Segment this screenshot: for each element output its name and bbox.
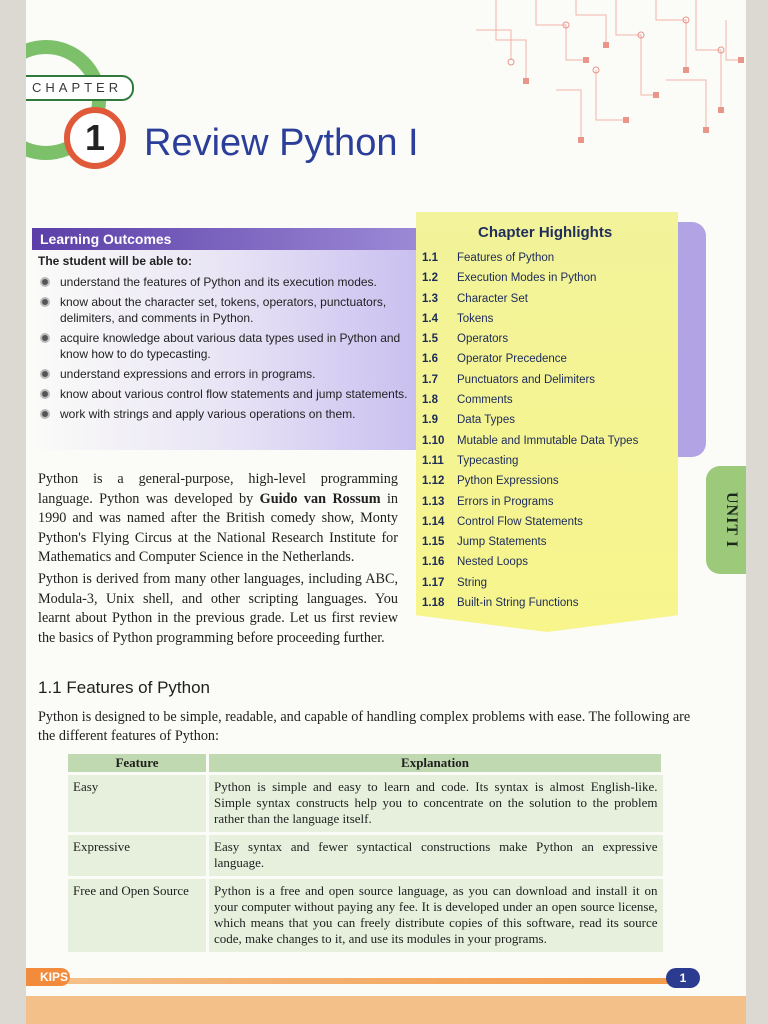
bullet-icon <box>40 409 50 419</box>
list-item: 1.16 Nested Loops <box>422 556 528 569</box>
list-item: 1.2 Execution Modes in Python <box>422 272 597 285</box>
list-item: 1.11 Typecasting <box>422 454 519 467</box>
list-item: know about various control flow statements and jump statements. <box>38 386 408 402</box>
section-intro: Python is designed to be simple, readable, and capable of handling complex problems with ease. The following are the different features of Python: <box>38 709 691 744</box>
feature-cell: Expressive <box>68 834 208 878</box>
list-item: 1.17 String <box>422 576 488 589</box>
section-heading: 1.1 Features of Python <box>38 678 210 697</box>
circuit-decoration <box>456 0 746 150</box>
learning-outcomes-intro: The student will be able to: <box>38 254 193 268</box>
bullet-icon <box>40 333 50 343</box>
list-item: 1.7 Punctuators and Delimiters <box>422 373 596 386</box>
list-item: 1.9 Data Types <box>422 414 515 427</box>
list-item: 1.12 Python Expressions <box>422 475 559 488</box>
list-item: 1.18 Built-in String Functions <box>422 597 579 610</box>
list-item: 1.8 Comments <box>422 394 513 407</box>
chapter-highlights-list <box>422 252 638 617</box>
feature-cell: Easy <box>68 774 208 834</box>
feature-cell: Free and Open Source <box>68 878 208 953</box>
table-row <box>68 878 663 953</box>
developer-name: Guido van Rossum <box>259 490 381 507</box>
intro-paragraph: Python is a general-purpose, high-level programming language. Python was developed by Guido van Rossum in 1990 and was named after the British comedy show, Monty Python's Flying Circus at the National Research Institute for Mathematics and Computer Science in the Netherlands. <box>38 471 398 565</box>
bullet-icon <box>40 297 50 307</box>
learning-outcomes-heading: Learning Outcomes <box>32 228 420 250</box>
footer-bar <box>66 978 686 984</box>
list-item: 1.4 Tokens <box>422 312 494 325</box>
page-number: 1 <box>666 968 700 988</box>
list-item: understand expressions and errors in programs. <box>38 366 408 382</box>
chapter-number: 1 <box>64 107 126 169</box>
list-item: 1.1 Features of Python <box>422 252 555 264</box>
unit-label: UNIT I <box>723 492 740 548</box>
chapter-highlights-title: Chapter Highlights <box>478 224 613 241</box>
explanation-cell: Python is simple and easy to learn and code. Its syntax is almost English-like. Simple syntax constructs help you to concentrate on the solution to the problem rather than the language itself. <box>208 774 663 834</box>
column-header: Explanation <box>208 754 663 774</box>
table-row <box>68 774 663 834</box>
table-row <box>68 834 663 878</box>
column-header: Feature <box>68 754 208 774</box>
learning-outcomes-list <box>38 274 408 426</box>
chapter-title: Review Python I <box>144 122 419 164</box>
highlights-side-tab <box>678 222 706 457</box>
bullet-icon <box>40 389 50 399</box>
bullet-icon <box>40 277 50 287</box>
overview-paragraph: Python is derived from many other languages, including ABC, Modula-3, Unix shell, and other scripting languages. You learnt about Python in the previous grade. Let us first review the basics of Python programming before proceeding further. <box>38 571 398 646</box>
list-item: 1.15 Jump Statements <box>422 536 547 549</box>
list-item: know about the character set, tokens, operators, punctuators, delimiters, and comments in Python. <box>38 294 408 326</box>
list-item: understand the features of Python and its execution modes. <box>38 274 408 290</box>
chapter-label: CHAPTER <box>26 75 134 101</box>
list-item: 1.5 Operators <box>422 333 509 346</box>
publisher-logo: KIPS <box>26 968 70 986</box>
textbook-page <box>26 0 746 1024</box>
list-item: 1.3 Character Set <box>422 292 528 305</box>
explanation-cell: Easy syntax and fewer syntactical constructions make Python an expressive language. <box>208 834 663 878</box>
list-item: 1.14 Control Flow Statements <box>422 515 583 528</box>
list-item: acquire knowledge about various data types used in Python and know how to do typecasting. <box>38 330 408 362</box>
list-item: work with strings and apply various operations on them. <box>38 406 408 422</box>
bottom-band <box>26 996 746 1024</box>
table-header-row <box>68 754 663 774</box>
list-item: 1.10 Mutable and Immutable Data Types <box>422 434 639 447</box>
features-table <box>68 754 664 952</box>
list-item: 1.13 Errors in Programs <box>422 495 554 508</box>
list-item: 1.6 Operator Precedence <box>422 353 567 366</box>
bullet-icon <box>40 369 50 379</box>
explanation-cell: Python is a free and open source language, as you can download and install it on your computer without paying any fee. It is developed under an open source license, which means that you can freely distribute copies of this software, read its source code, make changes to it, and use its modules in your programs. <box>208 878 663 953</box>
